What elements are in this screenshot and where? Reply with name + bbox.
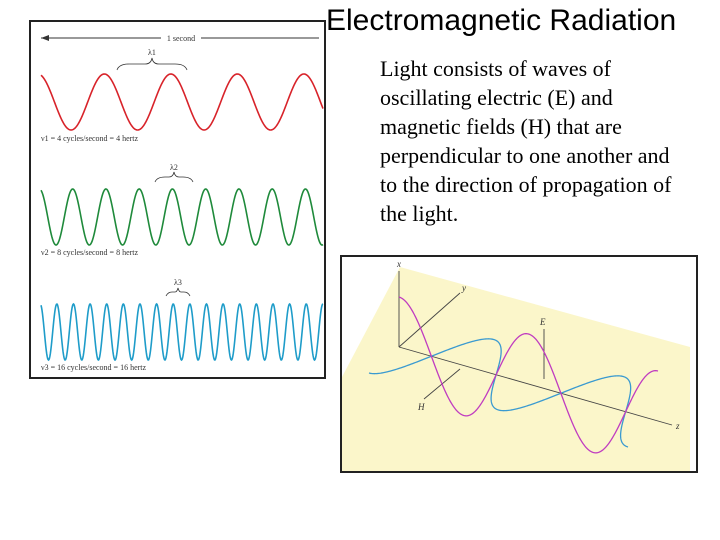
lambda-3-bracket — [166, 288, 190, 296]
wave-1-caption: ν1 = 4 cycles/second = 4 hertz — [41, 134, 139, 143]
one-second-label: 1 second — [166, 34, 196, 43]
wave-1-group — [41, 48, 323, 143]
z-axis-label: z — [676, 421, 680, 431]
wave-2-caption: ν2 = 8 cycles/second = 8 hertz — [41, 248, 139, 257]
arrow-head-left — [41, 35, 49, 41]
wave-3-group — [41, 278, 323, 372]
propagation-plane — [342, 267, 690, 471]
x-axis-label: x — [397, 259, 401, 269]
h-label: H — [418, 402, 425, 412]
wave-1-line — [41, 74, 323, 130]
em-wave-figure — [340, 255, 698, 473]
lambda-3-label: λ3 — [174, 278, 182, 287]
wave-3-caption: ν3 = 16 cycles/second = 16 hertz — [41, 363, 147, 372]
lambda-1-label: λ1 — [148, 48, 156, 57]
y-axis-label: y — [462, 283, 466, 293]
e-label: E — [540, 317, 546, 327]
frequency-waves-figure — [29, 20, 326, 379]
lambda-2-bracket — [155, 172, 193, 182]
wave-3-line — [41, 304, 323, 360]
lambda-2-label: λ2 — [170, 163, 178, 172]
wave-2-group — [41, 163, 323, 257]
lambda-1-bracket — [117, 58, 187, 70]
wave-2-line — [41, 189, 323, 245]
slide-body-text: Light consists of waves of oscillating electric (E) and magnetic fields (H) that are perpendicular to one another and to the direction of propagation of the light. — [380, 56, 672, 226]
slide-title: Electromagnetic Radiation — [326, 4, 677, 37]
